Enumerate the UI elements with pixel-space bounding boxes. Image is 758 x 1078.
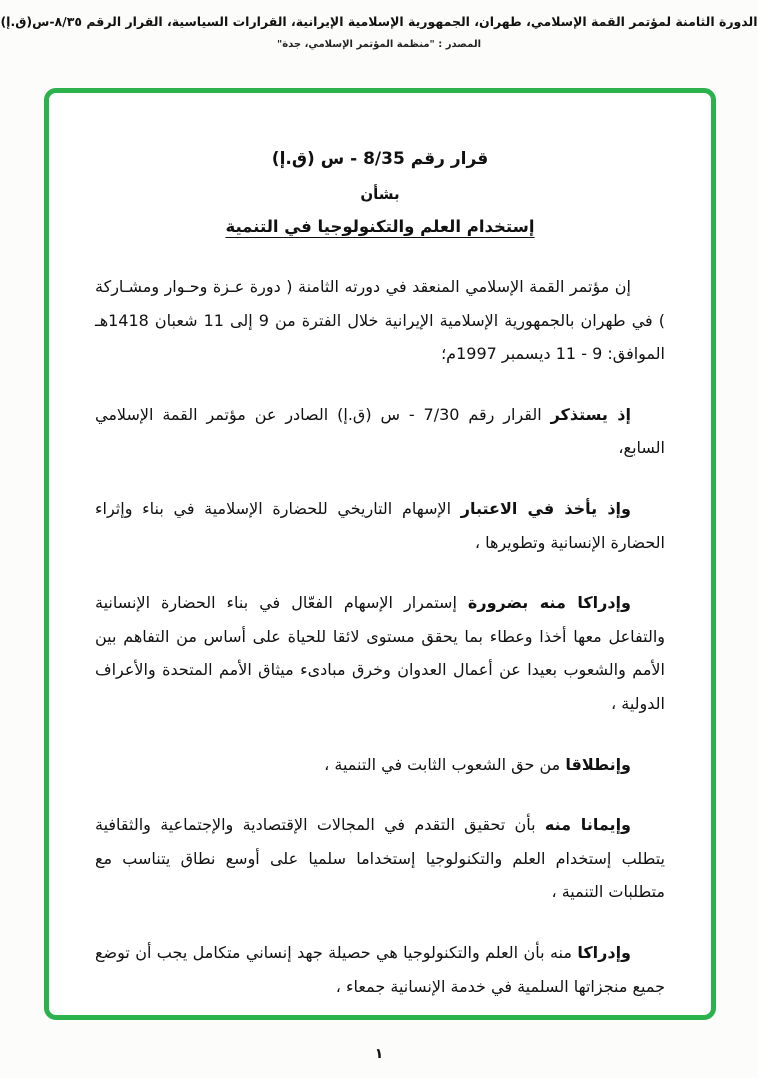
header-source: المصدر : "منظمة المؤتمر الإسلامي، جدة" [276, 39, 481, 50]
paragraph-lead: إذ يستذكر [550, 404, 631, 424]
resolution-title-block [95, 149, 665, 236]
page-number: ١ [374, 1046, 384, 1062]
paragraph-text: إستمرار الإسهام الفعّال في بناء الحضارة الإنسانية والتفاعل معها أخذا وعطاء بما يحقق مستوى لائقا للحياة على أساس من التفاهم بين الأمم والشعوب بعيدا عن أعمال العدوان وخرق مبادىء ميثاق الأمم المتحدة والأعراف الدولية ، [95, 593, 665, 713]
resolution-subject: إستخدام العلم والتكنولوجيا في التنمية [225, 217, 535, 236]
paragraph-aware-necessity [95, 586, 665, 720]
resolution-number: قرار رقم 8/35 - س (ق.إ) [271, 149, 489, 169]
paragraph-text: القرار رقم 7/30 - س (ق.إ) الصادر عن مؤتمر القمة الإسلامي السابع، [95, 404, 665, 458]
paragraph-text: إن مؤتمر القمة الإسلامي المنعقد في دورته الثامنة ( دورة عـزة وحـوار ومشـاركة ) في طهران بالجمهورية الإسلامية الإيرانية خلال الفترة من 9 إلى 11 شعبان 1418هـ الموافق: 9 - 11 ديسمبر 1997م؛ [95, 277, 665, 364]
paragraph-text: من حق الشعوب الثابت في التنمية ، [324, 754, 561, 774]
paragraph-believing [95, 808, 665, 909]
paragraph-lead: وإدراكا [577, 942, 631, 962]
paragraph-considering [95, 492, 665, 559]
paragraph-aware-science [95, 936, 665, 1003]
paragraph-text: الإسهام التاريخي للحضارة الإسلامية في بناء وإثراء الحضارة الإنسانية وتطويرها ، [95, 498, 665, 552]
resolution-frame [44, 88, 716, 1020]
header-session-title: الدورة الثامنة لمؤتمر القمة الإسلامي، طهران، الجمهورية الإسلامية الإيرانية، القرارات السياسية، القرار الرقم ٨/٣٥-س(ق.إ) [0, 14, 758, 29]
paragraph-text: بأن تحقيق التقدم في المجالات الإقتصادية والإجتماعية والثقافية يتطلب إستخدام العلم والتكنولوجيا إستخداما سلميا على أوسع نطاق يتناسب مع متطلبات التنمية ، [95, 815, 665, 902]
paragraph-lead: وإدراكا منه بضرورة [467, 593, 631, 613]
paragraph-proceeding [95, 748, 665, 782]
document-header [0, 0, 758, 50]
paragraph-text: منه بأن العلم والتكنولوجيا هي حصيلة جهد إنساني متكامل يجب أن توضع جميع منجزاتها السلمية في خدمة الإنسانية جمعاء ، [95, 942, 665, 996]
paragraph-preamble [95, 270, 665, 371]
resolution-subject-label: بشأن [360, 185, 400, 203]
paragraph-lead: وإذ يأخذ في الاعتبار [460, 498, 631, 518]
paragraph-recalling [95, 398, 665, 465]
paragraph-lead: وإنطلاقا [565, 754, 631, 774]
paragraph-lead: وإيمانا منه [544, 815, 631, 835]
